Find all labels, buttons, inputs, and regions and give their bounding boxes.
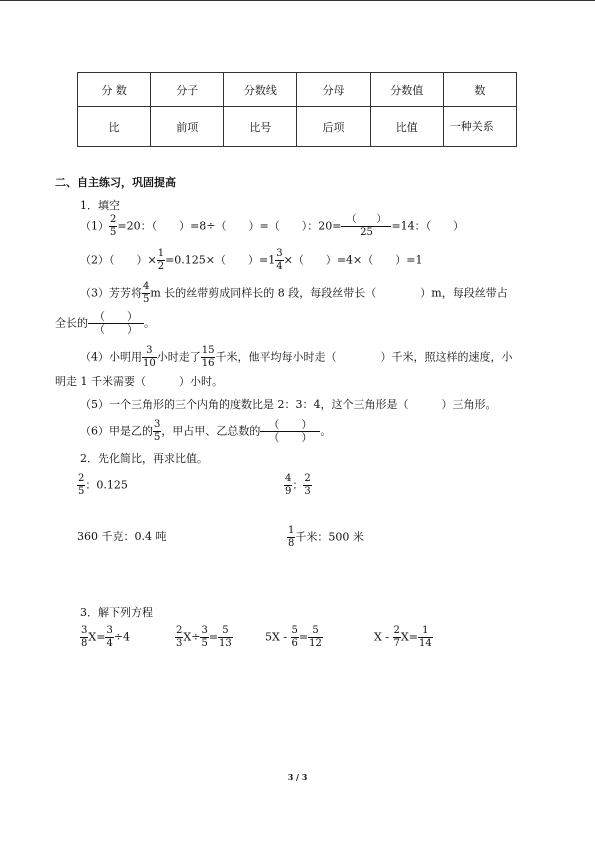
- fraction: $\frac{2}{3}$: [176, 625, 183, 649]
- q2-part-2: [284, 473, 312, 498]
- text: 小时走了: [156, 350, 201, 364]
- text: =20：（ ）=8÷（ ）=（ ）：20=: [117, 219, 342, 233]
- fraction: （ ） 25: [341, 214, 391, 239]
- blank-fraction: （ ） （ ）: [260, 419, 320, 444]
- text: =: [208, 630, 219, 644]
- text: ÷4: [113, 630, 131, 644]
- fraction: $\frac{2}{3}$: [304, 473, 311, 497]
- text: ：: [292, 478, 304, 492]
- fraction: $\frac{1}{2}$: [157, 248, 165, 272]
- q2-part-3: 360 千克：0.4 吨: [77, 530, 167, 543]
- text: （3）芳芳将: [80, 286, 142, 300]
- text: （2）（ ）×: [80, 253, 157, 267]
- equation-3: [265, 625, 323, 650]
- question-3-title: 3．解下列方程: [80, 606, 153, 619]
- text: =0.125×（ ）=1: [165, 253, 276, 267]
- table-row: [78, 107, 517, 147]
- text: 千米：500 米: [295, 530, 364, 544]
- fraction: $\frac{3}{5}$: [201, 625, 208, 649]
- fraction: $\frac{5}{13}$: [219, 625, 232, 649]
- q2-part-1: [77, 473, 128, 498]
- text: =14：（ ）: [391, 219, 465, 233]
- table-cell: 比: [78, 107, 151, 147]
- table-cell: 比值: [370, 107, 443, 147]
- text: 千米，他平均每小时走（ ）千米，照这样的速度，小: [215, 350, 513, 364]
- table-cell: 比号: [224, 107, 297, 147]
- page-number: 3 / 3: [287, 772, 308, 782]
- table-cell: 分母: [297, 73, 370, 107]
- fraction: $\frac{3}{4}$: [106, 625, 113, 649]
- fraction: $\frac{2}{5}$: [78, 473, 85, 497]
- fraction: $\frac{3}{8}$: [81, 625, 88, 649]
- table-cell: 数: [443, 73, 516, 107]
- top-rule: [0, 0, 595, 1]
- table-cell: 前项: [151, 107, 224, 147]
- text: 5X -: [265, 630, 291, 644]
- fraction: $\frac{4}{5}$: [143, 281, 150, 305]
- fraction: $\frac{2}{7}$: [393, 625, 400, 649]
- fraction: $\frac{3}{10}$: [143, 345, 156, 369]
- table-cell: 分 数: [78, 73, 151, 107]
- q1-item-4-cont: 明走 1 千米需要（ ）小时。: [55, 375, 223, 388]
- text: （4）小明用: [80, 350, 142, 364]
- q1-item-5: （5）一个三角形的三个内角的度数比是 2：3：4，这个三角形是（ ）三角形。: [80, 398, 497, 411]
- q1-item-3: [80, 281, 508, 306]
- text: ×（ ）=4×（ ）=1: [283, 253, 423, 267]
- text: 。: [320, 424, 332, 438]
- text: （6）甲是乙的: [80, 424, 153, 438]
- q1-item-6: [80, 419, 331, 444]
- equation-1: [80, 625, 130, 650]
- text: X÷: [183, 630, 201, 644]
- table-cell: 后项: [297, 107, 370, 147]
- text: ，甲占甲、乙总数的: [161, 424, 261, 438]
- text: X -: [374, 630, 393, 644]
- text: （1）: [80, 219, 109, 233]
- section-heading: 二、自主练习，巩固提高: [55, 176, 176, 189]
- fraction: $\frac{5}{6}$: [291, 625, 298, 649]
- q2-part-4: [287, 525, 364, 550]
- table-cell: 一种关系: [443, 107, 516, 147]
- table-cell: 分子: [151, 73, 224, 107]
- table-row: [78, 73, 517, 107]
- fraction: $\frac{2}{5}$: [110, 214, 117, 238]
- text: 全长的: [55, 316, 88, 330]
- question-2-title: 2．先化简比，再求比值。: [80, 452, 208, 465]
- q1-item-3-cont: [55, 311, 155, 336]
- relation-table: [77, 72, 517, 147]
- q1-item-4: [80, 345, 512, 370]
- fraction: $\frac{3}{4}$: [276, 248, 283, 272]
- text: m 长的丝带剪成同样长的 8 段，每段丝带长（ ）m，每段丝带占: [150, 286, 508, 300]
- question-1-title: 1．填空: [80, 199, 120, 212]
- table-cell: 分数线: [224, 73, 297, 107]
- fraction: $\frac{15}{16}$: [201, 345, 215, 369]
- blank-fraction: （ ） （ ）: [88, 311, 144, 336]
- table-cell: 分数值: [370, 73, 443, 107]
- text: X=: [88, 630, 106, 644]
- text: ：0.125: [85, 478, 128, 492]
- fraction: $\frac{5}{12}$: [309, 625, 322, 649]
- equation-4: [374, 625, 433, 650]
- fraction: $\frac{3}{5}$: [154, 419, 161, 443]
- equation-2: [175, 625, 233, 650]
- fraction: $\frac{4}{9}$: [285, 473, 292, 497]
- text: 。: [144, 316, 155, 330]
- text: =: [298, 630, 309, 644]
- fraction: $\frac{1}{14}$: [418, 625, 432, 649]
- fraction: $\frac{1}{8}$: [288, 525, 295, 549]
- q1-item-2: [80, 248, 422, 273]
- q1-item-1: [80, 214, 464, 239]
- text: X=: [400, 630, 418, 644]
